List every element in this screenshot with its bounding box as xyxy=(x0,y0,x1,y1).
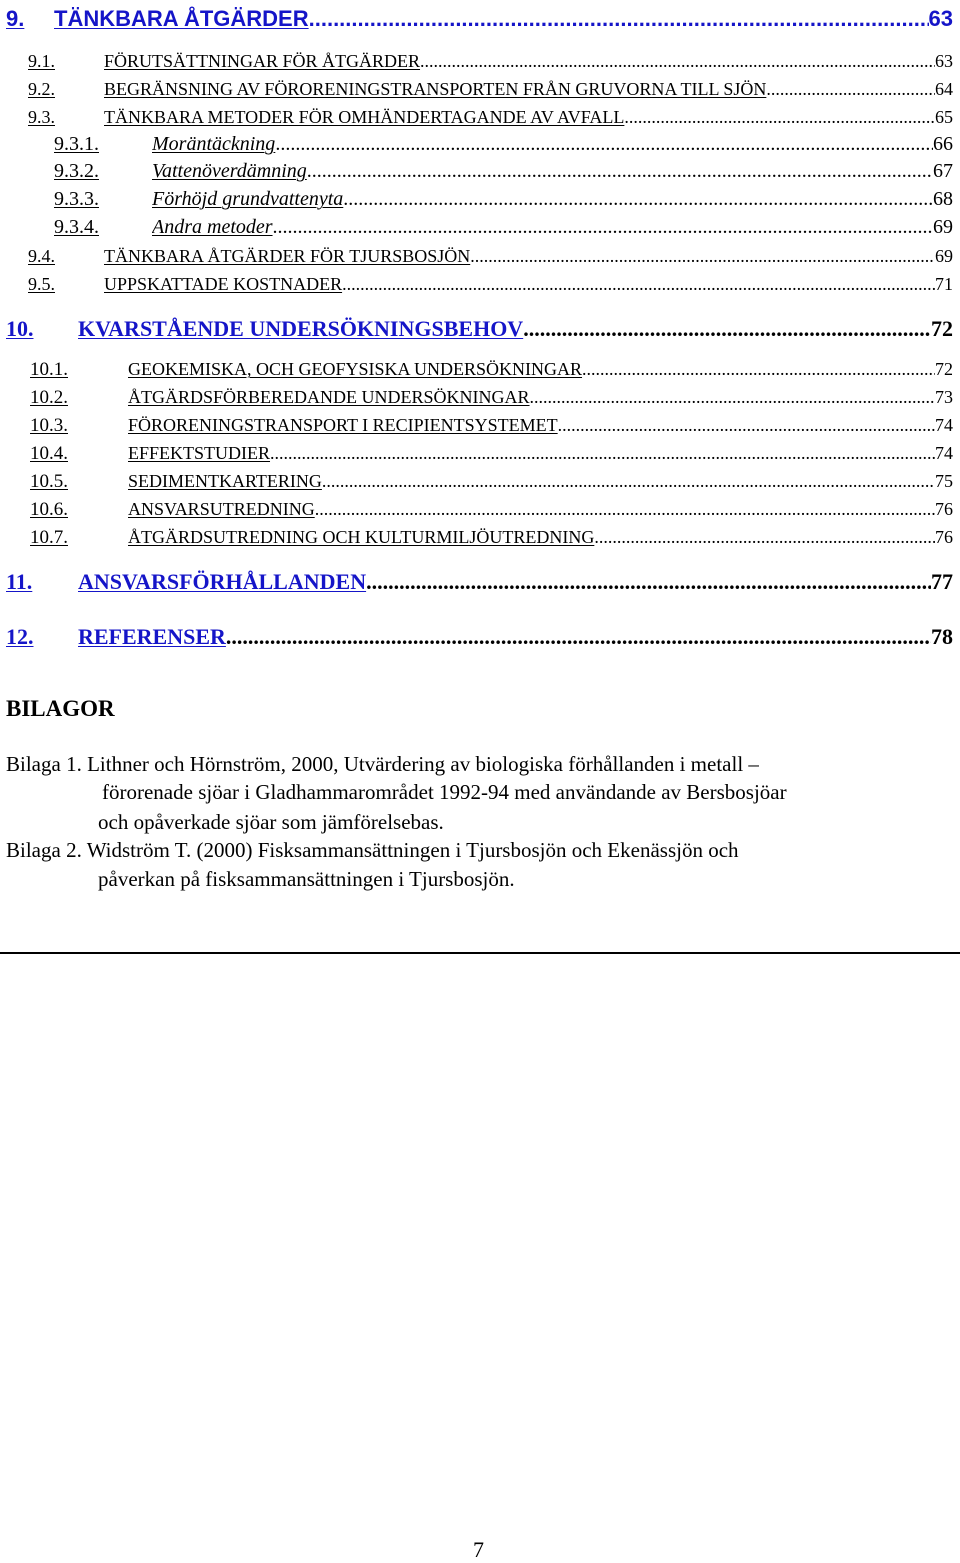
toc-page: 63 xyxy=(928,6,953,31)
toc-title[interactable]: ANSVARSUTREDNING xyxy=(128,499,315,519)
toc-number[interactable]: 10.3. xyxy=(30,415,68,436)
toc-leader xyxy=(624,107,935,128)
toc-title[interactable]: Andra metoder xyxy=(152,216,273,238)
toc-title[interactable]: TÄNKBARA ÅTGÄRDER FÖR TJURSBOSJÖN xyxy=(104,246,471,266)
bilaga-1-line-2: förorenade sjöar i Gladhammarområdet 1992-94 med användande av Bersbosjöar xyxy=(102,780,787,804)
toc-page: 73 xyxy=(935,387,953,407)
toc-leader xyxy=(582,359,935,380)
toc-page: 76 xyxy=(935,499,953,519)
toc-number[interactable]: 10.1. xyxy=(30,359,68,380)
toc-number[interactable]: 10.2. xyxy=(30,387,68,408)
toc-leader xyxy=(766,79,935,100)
bilaga-2-line-1: Bilaga 2. Widström T. (2000) Fisksammansättningen i Tjursbosjön och Ekenässjön och xyxy=(6,838,739,862)
toc-leader xyxy=(530,387,935,408)
toc-title[interactable]: ÅTGÄRDSFÖRBEREDANDE UNDERSÖKNINGAR xyxy=(128,387,530,407)
toc-page: 63 xyxy=(935,51,953,71)
toc-title[interactable]: Vattenöverdämning xyxy=(152,160,307,182)
toc-title[interactable]: ANSVARSFÖRHÅLLANDEN xyxy=(78,569,367,594)
toc-title[interactable]: Moräntäckning xyxy=(152,133,276,155)
toc-leader xyxy=(307,160,933,183)
toc-page: 64 xyxy=(935,79,953,99)
toc-page: 77 xyxy=(931,569,953,594)
toc-number[interactable]: 9.3.4. xyxy=(54,216,99,238)
toc-leader xyxy=(275,133,933,156)
toc-number[interactable]: 12. xyxy=(6,624,34,649)
bilaga-2-line-2: påverkan på fisksammansättningen i Tjursbosjön. xyxy=(98,867,515,891)
toc-number[interactable]: 9.3. xyxy=(28,107,55,127)
toc-page: 69 xyxy=(935,246,953,266)
toc-number[interactable]: 10. xyxy=(6,316,34,341)
toc-title[interactable]: Förhöjd grundvattenyta xyxy=(152,188,344,210)
toc-number[interactable]: 9.4. xyxy=(28,246,55,266)
toc-title[interactable]: TÄNKBARA METODER FÖR OMHÄNDERTAGANDE AV AVFALL xyxy=(104,107,625,127)
toc-title[interactable]: KVARSTÅENDE UNDERSÖKNINGSBEHOV xyxy=(78,316,524,341)
toc-leader xyxy=(309,6,929,32)
toc-number[interactable]: 9.3.2. xyxy=(54,160,99,182)
toc-number[interactable]: 9.3.3. xyxy=(54,188,99,210)
toc-page: 65 xyxy=(935,107,953,127)
toc-page: 72 xyxy=(935,359,953,379)
toc-number[interactable]: 9.3.1. xyxy=(54,133,99,155)
toc-page: 72 xyxy=(931,316,953,341)
toc-page: 66 xyxy=(933,133,953,155)
toc-title[interactable]: ÅTGÄRDSUTREDNING OCH KULTURMILJÖUTREDNING xyxy=(128,527,595,547)
toc-leader xyxy=(366,569,931,595)
toc-page: 74 xyxy=(935,415,953,435)
toc-leader xyxy=(594,527,935,548)
toc-leader xyxy=(342,274,935,295)
toc-leader xyxy=(470,246,935,267)
toc-title[interactable]: FÖRUTSÄTTNINGAR FÖR ÅTGÄRDER xyxy=(104,51,421,71)
toc-leader xyxy=(420,51,935,72)
toc-title[interactable]: BEGRÄNSNING AV FÖRORENINGSTRANSPORTEN FRÅN GRUVORNA TILL SJÖN xyxy=(104,79,767,99)
toc-leader xyxy=(315,499,935,520)
toc-page: 71 xyxy=(935,274,953,294)
toc-title[interactable]: GEOKEMISKA, OCH GEOFYSISKA UNDERSÖKNINGAR xyxy=(128,359,583,379)
toc-title[interactable]: REFERENSER xyxy=(78,624,226,649)
toc-title[interactable]: EFFEKTSTUDIER xyxy=(128,443,271,463)
toc-number[interactable]: 10.4. xyxy=(30,443,68,464)
bilaga-1-line-1: Bilaga 1. Lithner och Hörnström, 2000, Utvärdering av biologiska förhållanden i metall – xyxy=(6,752,759,776)
toc-title[interactable]: FÖRORENINGSTRANSPORT I RECIPIENTSYSTEMET xyxy=(128,415,558,435)
toc-number[interactable]: 10.7. xyxy=(30,527,68,548)
toc-number[interactable]: 9. xyxy=(6,6,25,31)
page-number: 7 xyxy=(473,1537,484,1562)
toc-leader xyxy=(558,415,935,436)
toc-leader xyxy=(226,624,931,650)
toc-number[interactable]: 11. xyxy=(6,569,33,594)
toc-title[interactable]: UPPSKATTADE KOSTNADER xyxy=(104,274,343,294)
toc-number[interactable]: 10.6. xyxy=(30,499,68,520)
toc-title[interactable]: TÄNKBARA ÅTGÄRDER xyxy=(54,6,309,31)
toc-page: 78 xyxy=(931,624,953,649)
toc-leader xyxy=(270,443,935,464)
toc-number[interactable]: 9.2. xyxy=(28,79,55,99)
toc-title[interactable]: SEDIMENTKARTERING xyxy=(128,471,322,491)
toc-page: 74 xyxy=(935,443,953,463)
toc-leader xyxy=(273,216,933,239)
toc-page: 76 xyxy=(935,527,953,547)
toc-number[interactable]: 10.5. xyxy=(30,471,68,492)
bilagor-heading: BILAGOR xyxy=(6,696,115,721)
toc-leader xyxy=(523,316,931,342)
bilaga-1-line-3: och opåverkade sjöar som jämförelsebas. xyxy=(98,810,444,834)
toc-page: 67 xyxy=(933,160,953,182)
footer-divider xyxy=(0,952,960,954)
toc-page: 75 xyxy=(935,471,953,491)
toc-number[interactable]: 9.5. xyxy=(28,274,55,294)
toc-page: 68 xyxy=(933,188,953,210)
toc-leader xyxy=(343,188,933,211)
toc-number[interactable]: 9.1. xyxy=(28,51,55,71)
toc-page: 69 xyxy=(933,216,953,238)
toc-leader xyxy=(322,471,935,492)
